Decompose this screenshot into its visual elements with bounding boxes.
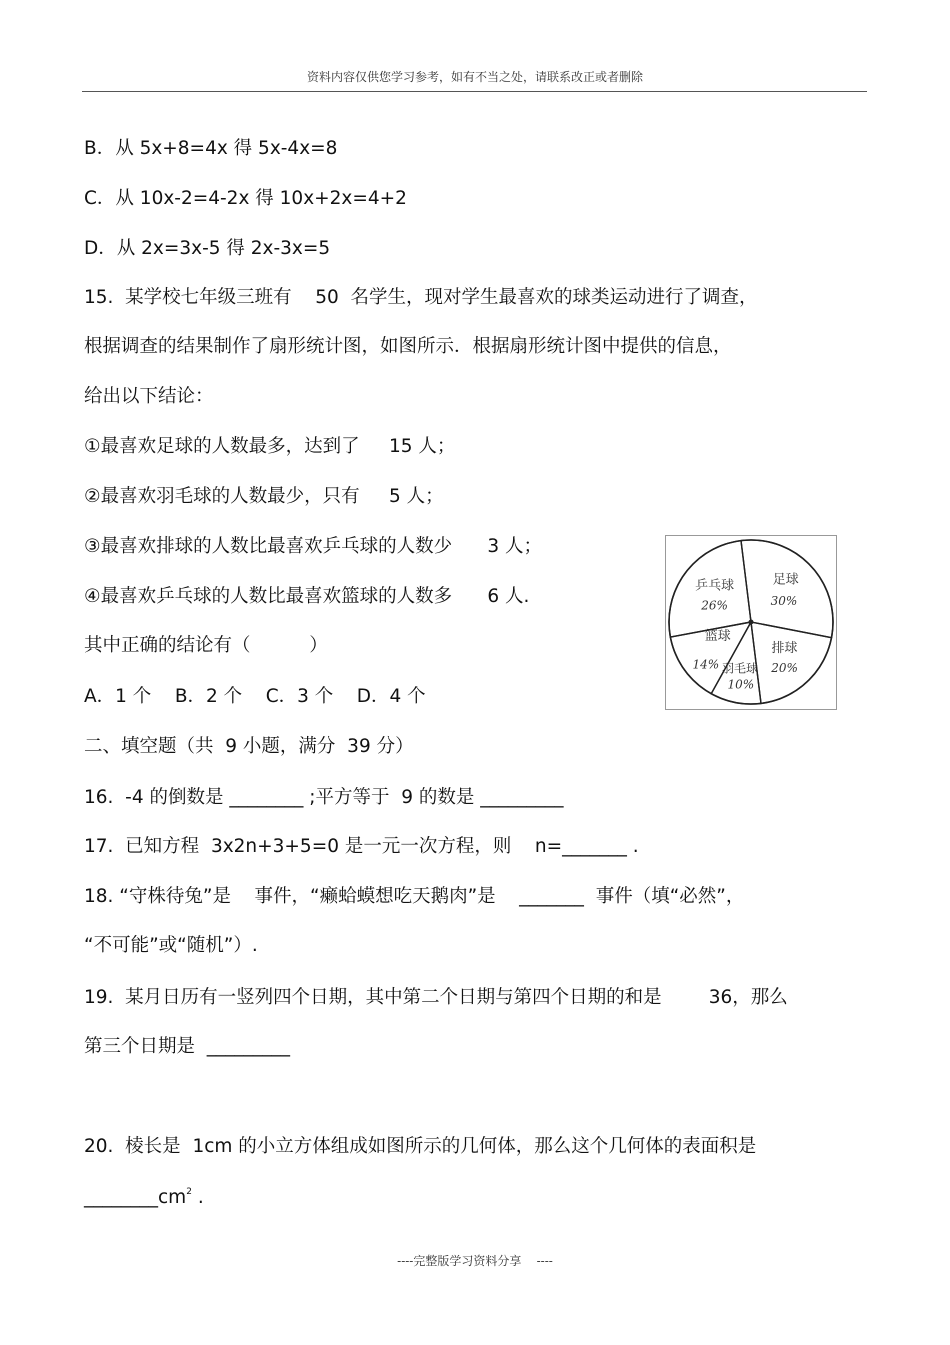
- pie-label-3: 羽毛球: [722, 661, 759, 676]
- pie-value-3: 10%: [727, 677, 755, 692]
- question-20-line2: [84, 1186, 204, 1213]
- question-19: 19. 某月日历有一竖列四个日期，其中第二个日期与第四个日期的和是 36，那么: [84, 987, 788, 1008]
- question-20-end: .: [191, 1187, 204, 1208]
- conclusion-3: ③最喜欢排球的人数比最喜欢乒乓球的人数少 3 人；: [84, 536, 543, 557]
- conclusion-2: ②最喜欢羽毛球的人数最少，只有 5 人；: [84, 486, 444, 507]
- pie-label-5: 乒乓球: [695, 578, 735, 594]
- pie-value-4: 14%: [692, 657, 720, 672]
- superscript-2: 2: [186, 1187, 192, 1197]
- section-title: 二、填空题（共 9 小题，满分 39 分）: [84, 736, 414, 757]
- option-d: D．从 2x=3x-5 得 2x-3x=5: [84, 238, 331, 259]
- option-c: C．从 10x-2=4-2x 得 10x+2x=4+2: [84, 188, 407, 209]
- pie-value-1: 30%: [770, 594, 798, 609]
- area-blank: ________cm: [84, 1187, 187, 1208]
- conclusion-4: ④最喜欢乒乓球的人数比最喜欢篮球的人数多 6 人.: [84, 586, 530, 607]
- option-b: B．从 5x+8=4x 得 5x-4x=8: [84, 138, 338, 159]
- question-20: 20. 棱长是 1cm 的小立方体组成如图所示的几何体，那么这个几何体的表面积是: [84, 1136, 757, 1157]
- pie-center: [749, 620, 754, 625]
- question-15-line2: 根据调查的结果制作了扇形统计图，如图所示．根据扇形统计图中提供的信息，: [84, 336, 732, 357]
- pie-value-5: 26%: [701, 598, 728, 613]
- conclusion-1: ①最喜欢足球的人数最多，达到了 15 人；: [84, 436, 456, 457]
- question-15-prompt: 其中正确的结论有（ ）: [84, 635, 328, 656]
- pie-label-1: 足球: [772, 572, 799, 588]
- question-18: 18. “守株待兔”是 事件，“癞蛤蟆想吃天鹅肉”是 _______ 事件（填“必然”，: [84, 886, 745, 907]
- question-16: 16. -4 的倒数是 ________ ;平方等于 9 的数是 _________: [84, 787, 564, 808]
- question-15-options: A．1 个 B．2 个 C．3 个 D．4 个: [84, 686, 426, 707]
- question-15-line3: 给出以下结论：: [84, 386, 214, 407]
- pie-chart: [665, 535, 837, 710]
- question-18-line2: “不可能”或“随机”）.: [84, 935, 258, 956]
- pie-label-4: 篮球: [704, 628, 731, 644]
- header-rule: [82, 91, 867, 92]
- pie-label-2: 排球: [771, 640, 798, 656]
- page-header: 资料内容仅供您学习参考，如有不当之处，请联系改正或者删除: [306, 70, 643, 84]
- question-17: 17. 已知方程 3x2n+3+5=0 是一元一次方程，则 n=_______ .: [84, 836, 639, 857]
- question-19-line2: 第三个日期是 _________: [84, 1036, 291, 1057]
- page-footer: ----完整版学习资料分享 ----: [397, 1254, 553, 1268]
- question-15: 15. 某学校七年级三班有 50 名学生，现对学生最喜欢的球类运动进行了调查，: [84, 287, 758, 308]
- pie-value-2: 20%: [771, 660, 798, 675]
- pie-chart-svg: [666, 536, 836, 709]
